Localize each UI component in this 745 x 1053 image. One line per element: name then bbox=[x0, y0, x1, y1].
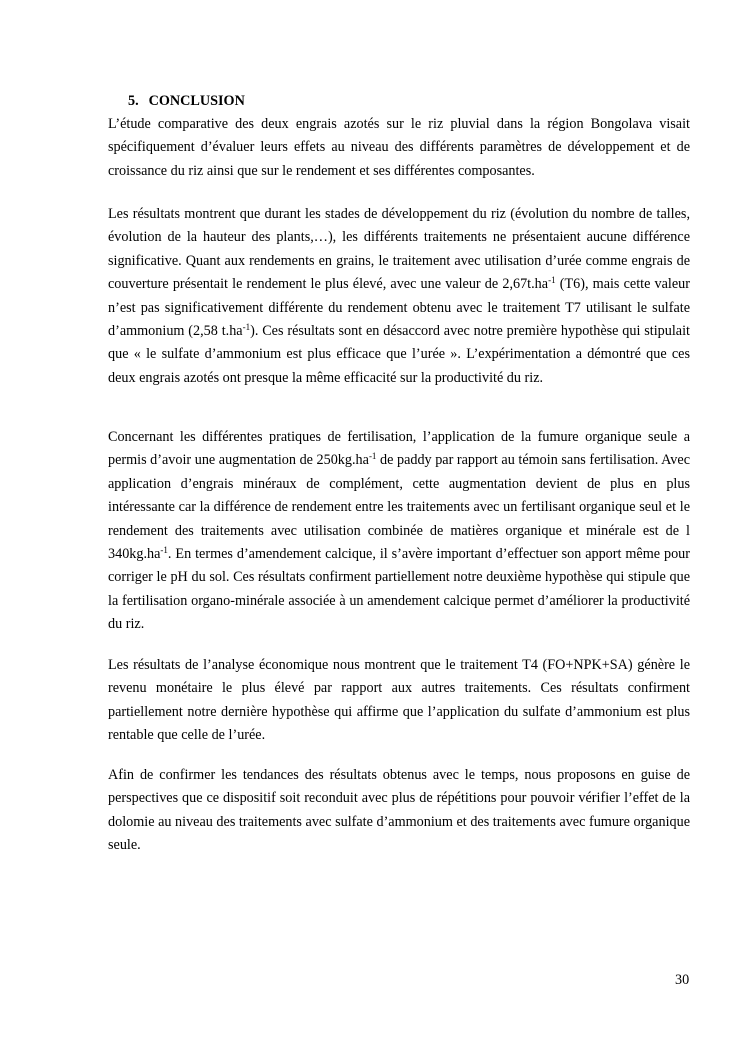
paragraph-perspectives: Afin de confirmer les tendances des résultats obtenus avec le temps, nous proposons en guise de perspectives que ce dispositif soit reconduit avec plus de répétitions pour pouvoir vérifier l’effet de la dolomie au niveau des traitements avec sulfate d’ammonium et des traitements avec fumure organique seule. bbox=[108, 767, 690, 854]
paragraph-economics: Les résultats de l’analyse économique nous montrent que le traitement T4 (FO+NPK+SA) génère le revenu monétaire le plus élevé par rapport aux autres traitements. Ces résultats confirment partiellement notre dernière hypothèse qui affirme que l’application du sulfate d’ammonium est plus rentable que celle de l’urée. bbox=[108, 657, 690, 744]
text-run: de paddy par rapport au témoin sans fertilisation. Avec application d’engrais minéraux de complément, cette augmentation devient de plus en plus intéressante car la différence de rendement entre les traitements avec un fertilisant organique seul et le rendement des traitements avec utilisation combinée de matières organique et minérale est de l 340kg.ha bbox=[108, 452, 690, 563]
paragraph-introduction: L’étude comparative des deux engrais azotés sur le riz pluvial dans la région Bongolava visait spécifiquement d’évaluer leurs effets au niveau des différents paramètres de développement et de croissance du riz ainsi que sur le rendement et ses différentes composantes. bbox=[108, 116, 690, 179]
text-run: Concernant les différentes pratiques de fertilisation, l’application de la fumure organique seule a permis d’avoir une augmentation de 250kg.ha bbox=[108, 429, 690, 469]
superscript: -1 bbox=[548, 275, 556, 286]
page-number: 30 bbox=[675, 972, 690, 988]
section-title: CONCLUSION bbox=[148, 93, 245, 109]
section-number: 5. bbox=[128, 93, 139, 109]
superscript: -1 bbox=[242, 322, 251, 333]
superscript: -1 bbox=[160, 545, 168, 556]
section-heading bbox=[128, 93, 245, 110]
text-run: ). Ces résultats sont en désaccord avec notre première hypothèse qui stipulait que « le sulfate d’ammonium est plus efficace que l’urée ». L’expérimentation a démontré que ces deux engrais azotés ont presque la même efficacité sur la productivité du riz. bbox=[108, 323, 690, 386]
text-run: . En termes d’amendement calcique, il s’avère important d’effectuer son apport même pour corriger le pH du sol. Ces résultats confirment partiellement notre deuxième hypothèse qui stipule que la fertilisation organo-minérale associée à un amendement calcique permet d’améliorer la productivité du riz. bbox=[108, 546, 690, 633]
text-run: (T6), mais cette valeur n’est pas significativement différente du rendement obtenu avec le traitement T7 utilisant le sulfate d’ammonium (2,58 t.ha bbox=[108, 276, 690, 340]
paragraph-fertilisation bbox=[108, 426, 690, 637]
paragraph-results bbox=[108, 203, 690, 390]
superscript: -1 bbox=[368, 451, 377, 462]
text-run: Les résultats montrent que durant les stades de développement du riz (évolution du nombre de talles, évolution de la hauteur des plants,…), les différents traitements ne présentaient aucune différence significative. Quant aux rendements en grains, le traitement avec utilisation d’urée comme engrais de couverture présentait le rendement le plus élevé, avec une valeur de 2,67t.ha bbox=[108, 206, 690, 293]
